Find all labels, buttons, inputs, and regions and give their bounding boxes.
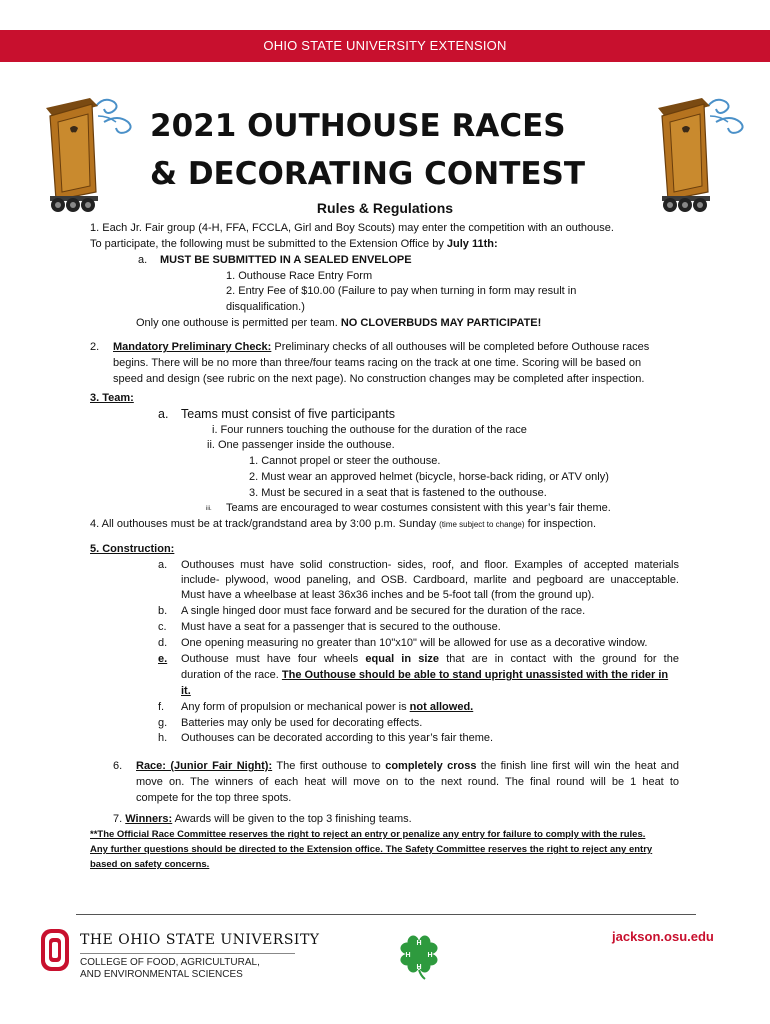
rule-1a-item-2-cont: disqualification.) xyxy=(226,301,305,313)
college-name xyxy=(80,957,260,981)
section-subtitle: Rules & Regulations xyxy=(316,200,454,216)
rule-2-number: 2. xyxy=(90,341,100,353)
website-link[interactable]: jackson.osu.edu xyxy=(612,929,714,944)
rule-3a-marker: a. xyxy=(158,407,169,421)
rule-7-heading: Winners: xyxy=(125,813,173,825)
rule-6-line-2: move on. The winners of each heat will move on to the next round. The final round will be 1 heat to xyxy=(136,776,679,788)
one-outhouse-text: Only one outhouse is permitted per team. xyxy=(136,317,341,329)
university-name: THE OHIO STATE UNIVERSITY xyxy=(80,932,320,948)
rule-3a-ii: ii. One passenger inside the outhouse. xyxy=(207,439,395,451)
rule-2-line-2: begins. There will be no more than three/four teams racing on the track at one time. Scoring will be based on xyxy=(113,357,642,369)
rule-7 xyxy=(113,811,412,827)
disclaimer-text-3: based on safety concerns. xyxy=(90,859,210,870)
disclaimer-line-1 xyxy=(90,827,645,842)
disclaimer-line-2 xyxy=(90,842,652,857)
rule-3a-iii-marker: iii. xyxy=(206,506,212,512)
college-line-1: COLLEGE OF FOOD, AGRICULTURAL, xyxy=(80,957,260,968)
rule-7-text: Awards will be given to the top 3 finishing teams. xyxy=(172,813,412,825)
osu-block-o-logo xyxy=(40,928,70,972)
title-line-2: & DECORATING CONTEST xyxy=(150,156,585,192)
rule-5e-marker-text: e. xyxy=(158,653,168,665)
rule-5g: Batteries may only be used for decorating effects. xyxy=(181,717,423,729)
rule-7-number: 7. xyxy=(113,813,123,825)
rule-6-text-end: the finish line first will win the heat and xyxy=(476,760,679,772)
rule-4-text: 4. All outhouses must be at track/grandstand area by 3:00 p.m. Sunday xyxy=(90,518,440,530)
svg-text:H: H xyxy=(427,952,433,959)
rule-5d-marker: d. xyxy=(158,637,168,649)
rule-5c-marker: c. xyxy=(158,621,167,633)
extension-banner: OHIO STATE UNIVERSITY EXTENSION xyxy=(0,30,770,62)
time-note: (time subject to change) xyxy=(439,520,525,529)
rule-3a-text: Teams must consist of five participants xyxy=(181,407,395,421)
rule-1a-marker: a. xyxy=(138,254,148,266)
title-line-1: 2021 OUTHOUSE RACES xyxy=(150,108,566,144)
rule-6-line-3: compete for the top three spots. xyxy=(136,792,292,804)
rule-5e-line-2-text: duration of the race. xyxy=(181,669,282,681)
not-allowed-emphasis: not allowed. xyxy=(409,701,474,713)
rule-5e-line-2 xyxy=(181,667,668,683)
rule-5h: Outhouses can be decorated according to this year’s fair theme. xyxy=(181,732,494,744)
university-divider xyxy=(80,953,295,954)
rule-5f-text: Any form of propulsion or mechanical power is xyxy=(181,701,410,713)
rule-6-text: The first outhouse to xyxy=(272,760,386,772)
rule-6-heading: Race: (Junior Fair Night): xyxy=(136,760,273,772)
rule-1-text: To participate, the following must be submitted to the Extension Office by xyxy=(90,238,447,250)
rule-5-heading-text: 5. Construction: xyxy=(90,543,175,555)
rule-5a-line-3: Must have a wheelbase at least 36x36 inches and be 5-foot tall (from the ground up). xyxy=(181,589,595,601)
rule-4 xyxy=(90,516,596,533)
no-cloverbuds-note: NO CLOVERBUDS MAY PARTICIPATE! xyxy=(340,317,542,329)
rule-3a-iii: Teams are encouraged to wear costumes consistent with this year’s fair theme. xyxy=(226,502,611,514)
rule-3-heading xyxy=(90,390,134,406)
rule-5e-line-3 xyxy=(181,683,191,699)
rule-5f-marker: f. xyxy=(158,701,165,713)
deadline-date: July 11th: xyxy=(446,238,498,250)
rule-1-limit xyxy=(136,315,541,331)
rule-3a-ii-1: 1. Cannot propel or steer the outhouse. xyxy=(249,455,441,467)
equal-size-emphasis: equal in size xyxy=(365,653,440,665)
outhouse-icon xyxy=(650,92,750,214)
rule-5e-text: Outhouse must have four wheels xyxy=(181,653,366,665)
rule-3-heading-text: 3. Team: xyxy=(90,392,134,404)
rule-5e-marker xyxy=(158,651,167,667)
rule-1a-text xyxy=(160,252,412,268)
rule-5g-marker: g. xyxy=(158,717,168,729)
rule-3a-ii-2: 2. Must wear an approved helmet (bicycle, horse-back riding, or ATV only) xyxy=(249,471,609,483)
outhouse-icon xyxy=(38,92,138,214)
svg-text:H: H xyxy=(416,964,422,971)
rule-5e-line-1 xyxy=(181,651,679,667)
rule-2-heading: Mandatory Preliminary Check: xyxy=(113,341,272,353)
rule-5b: A single hinged door must face forward and be secured for the duration of the race. xyxy=(181,605,586,617)
rule-5e-text-end: that are in contact with the ground for the xyxy=(446,653,679,665)
rule-6-number: 6. xyxy=(113,760,123,772)
rule-3a-i: i. Four runners touching the outhouse for the duration of the race xyxy=(212,424,527,436)
completely-cross-emphasis: completely cross xyxy=(385,760,477,772)
rule-3a-ii-3: 3. Must be secured in a seat that is fastened to the outhouse. xyxy=(249,487,547,499)
svg-text:H: H xyxy=(416,940,422,947)
rule-1a-item-2: 2. Entry Fee of $10.00 (Failure to pay when turning in form may result in xyxy=(226,285,577,297)
rule-4-end: for inspection. xyxy=(524,518,597,530)
rule-5a-line-2: include- plywood, wood paneling, and OSB. Cardboard, marlite and pegboard are unacceptable. xyxy=(181,574,679,586)
svg-text:H: H xyxy=(405,952,411,959)
disclaimer-text-1: **The Official Race Committee reserves the right to reject an entry or penalize any entry for failure to comply with the rules. xyxy=(90,829,646,840)
college-line-2: AND ENVIRONMENTAL SCIENCES xyxy=(80,969,243,980)
rule-6-line-1 xyxy=(136,758,679,774)
rule-5d: One opening measuring no greater than 10"x10" will be allowed for use as a decorative window. xyxy=(181,637,648,649)
rule-5a-line-1: Outhouses must have solid construction- sides, roof, and floor. Examples of accepted materials xyxy=(181,559,679,571)
rule-1-line-1: 1. Each Jr. Fair group (4-H, FFA, FCCLA, Girl and Boy Scouts) may enter the competition with an outhouse. xyxy=(90,222,614,234)
rule-2-line-3: speed and design (see rubric on the next page). No construction changes may be completed after inspection. xyxy=(113,373,645,385)
rule-5f xyxy=(181,699,473,715)
rule-2-line-1 xyxy=(113,339,649,355)
footer-divider xyxy=(76,914,696,915)
rule-5c: Must have a seat for a passenger that is secured to the outhouse. xyxy=(181,621,501,633)
rule-5-heading xyxy=(90,541,174,557)
rule-5b-marker: b. xyxy=(158,605,168,617)
rule-5h-marker: h. xyxy=(158,732,168,744)
stand-upright-rule-end: it. xyxy=(181,685,191,697)
disclaimer-text-2: Any further questions should be directed to the Extension office. The Safety Committee reserves the right to reject any entry xyxy=(90,844,653,855)
rule-5a-marker: a. xyxy=(158,559,168,571)
rule-1a-item-1: 1. Outhouse Race Entry Form xyxy=(226,270,373,282)
stand-upright-rule: The Outhouse should be able to stand upright unassisted with the rider in xyxy=(281,669,669,681)
page-title xyxy=(150,102,630,198)
rule-1-line-2 xyxy=(90,236,498,252)
sealed-envelope-note: MUST BE SUBMITTED IN A SEALED ENVELOPE xyxy=(160,254,412,266)
disclaimer-line-3 xyxy=(90,857,209,872)
4h-clover-logo xyxy=(396,932,442,980)
rule-2-text: Preliminary checks of all outhouses will be completed before Outhouse races xyxy=(271,341,650,353)
